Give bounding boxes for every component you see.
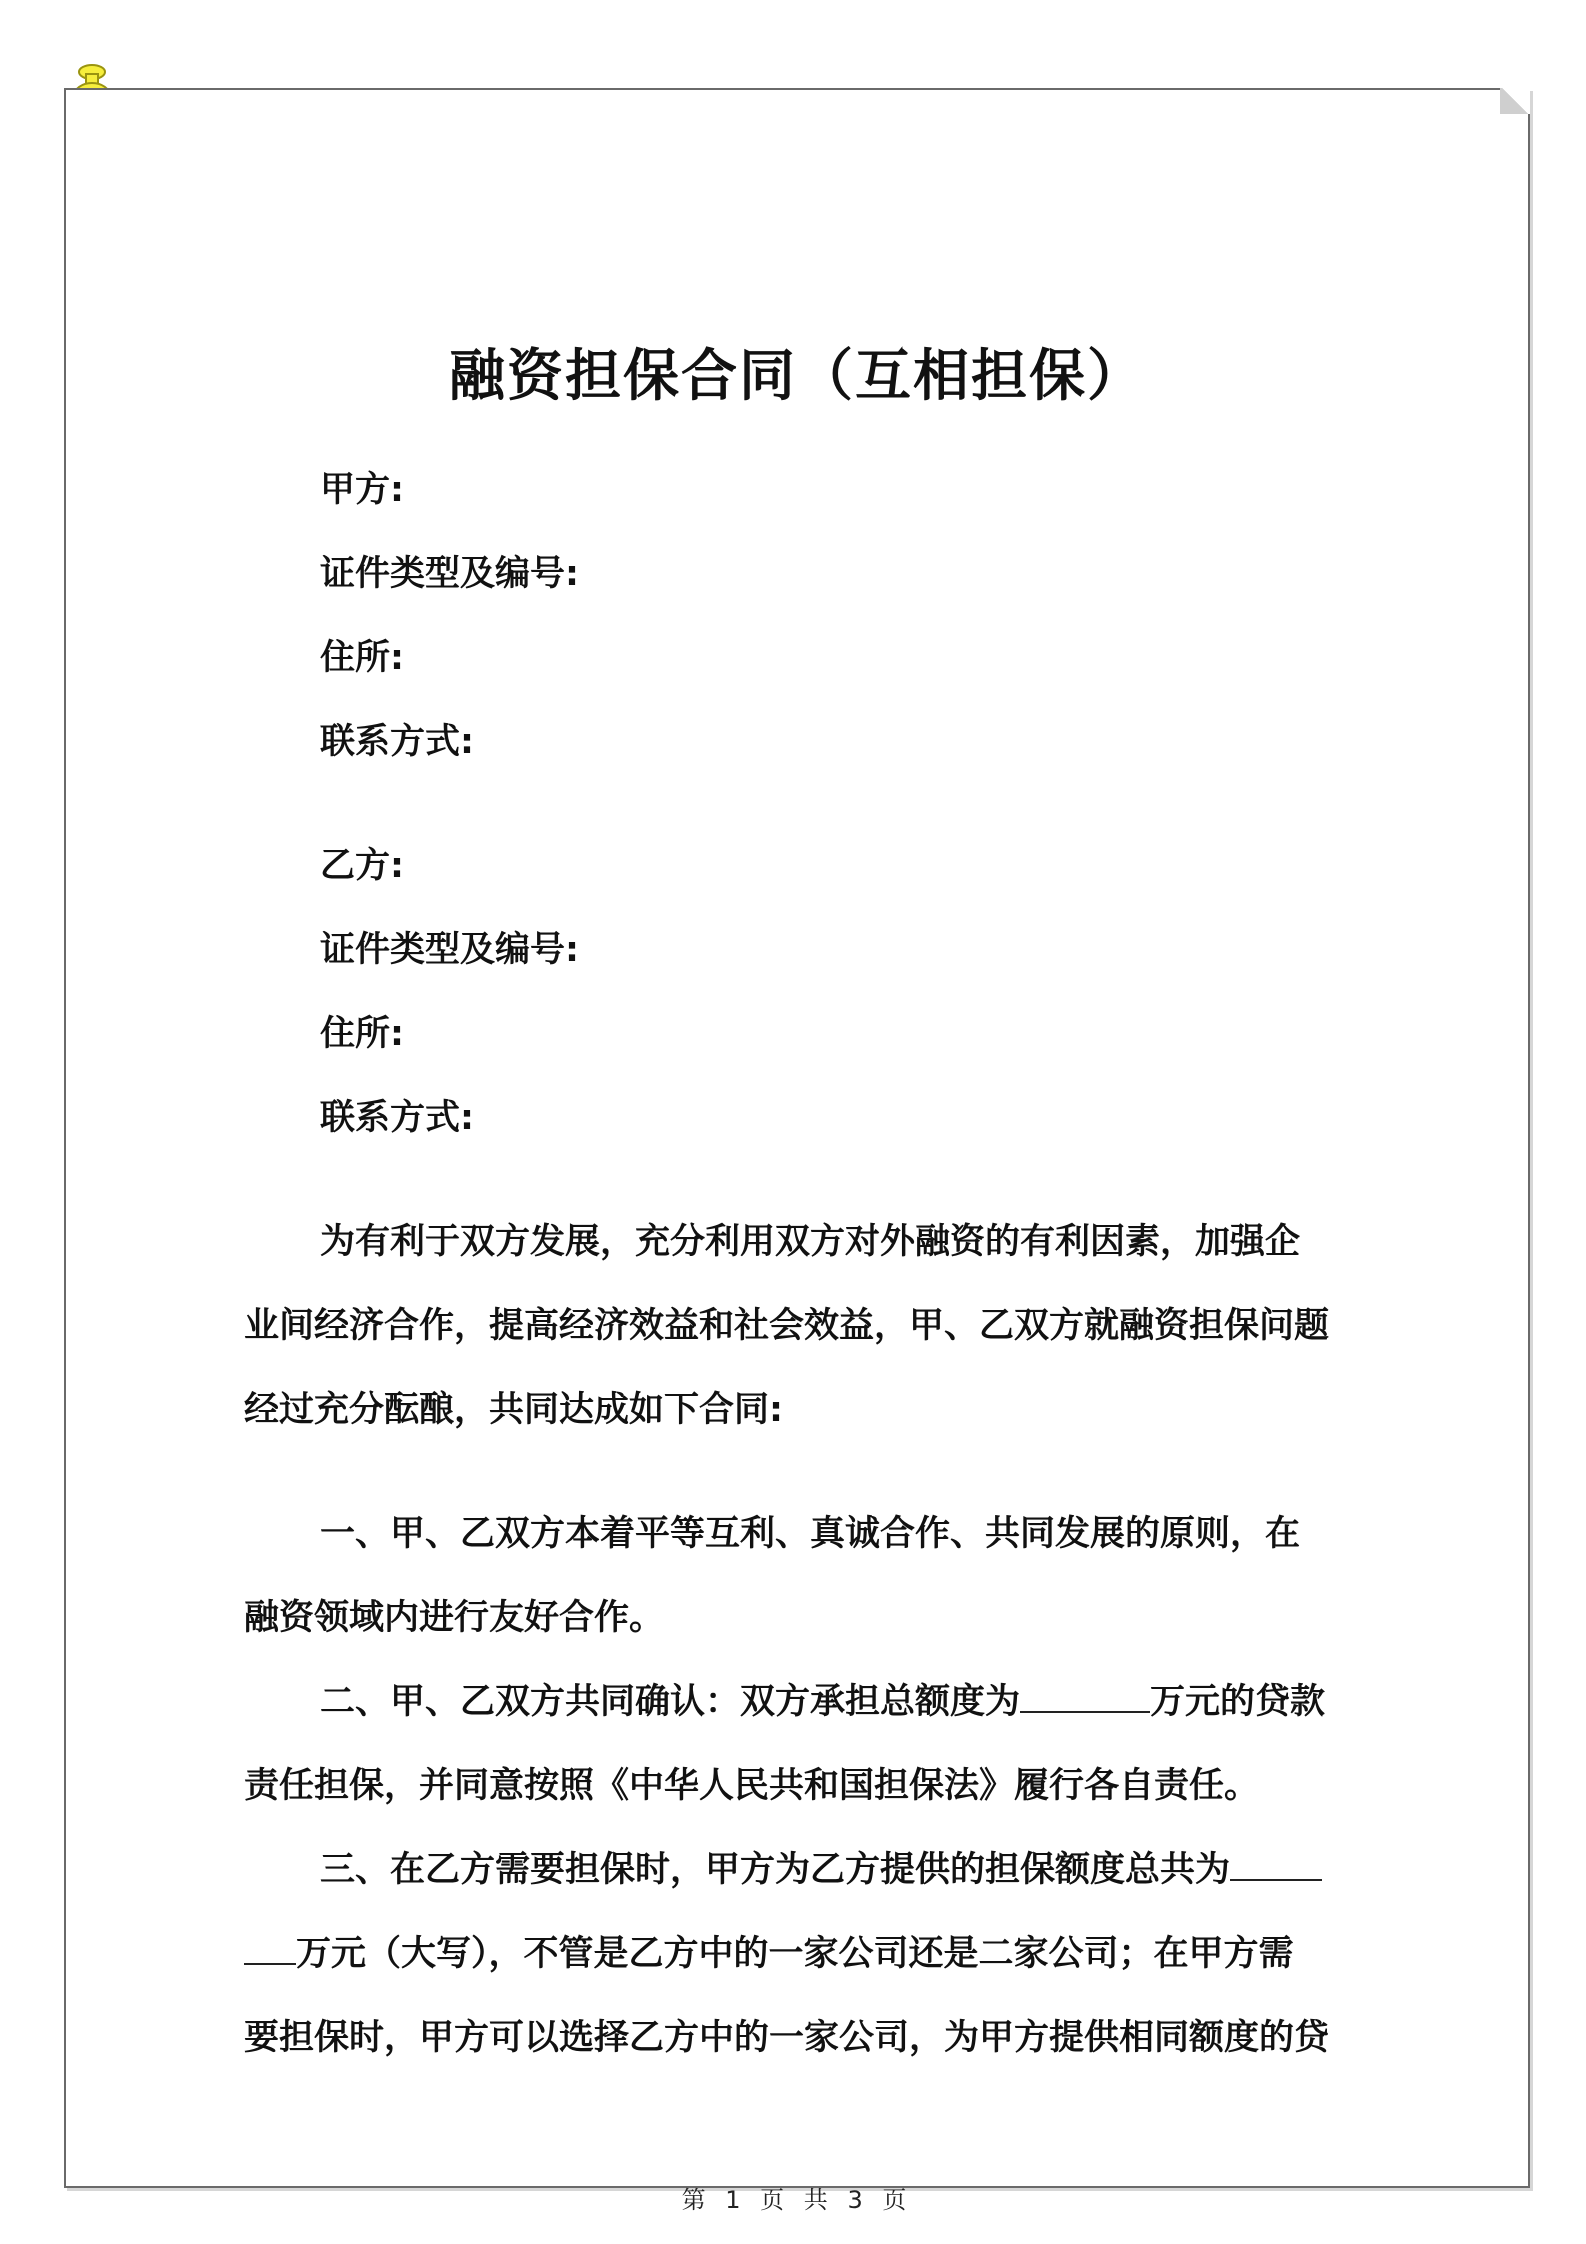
party-b-id-label: 证件类型及编号: bbox=[320, 930, 579, 970]
amount-blank[interactable] bbox=[1020, 1681, 1150, 1713]
clause2-text-before: 二、甲、乙双方共同确认：双方承担总额度为 bbox=[320, 1682, 1021, 1722]
guarantee-amount-blank-2[interactable] bbox=[244, 1933, 296, 1965]
clause1-line-2: 融资领域内进行友好合作。 bbox=[244, 1598, 665, 1638]
preamble-line-3: 经过充分酝酿，共同达成如下合同: bbox=[244, 1390, 783, 1430]
page-footer: 第 1 页 共 3 页 bbox=[681, 2186, 913, 2214]
party-a-name-label: 甲方: bbox=[320, 470, 404, 510]
clause3-text-2: 万元（大写），不管是乙方中的一家公司还是二家公司；在甲方需 bbox=[296, 1934, 1294, 1974]
clause3-text-1: 三、在乙方需要担保时，甲方为乙方提供的担保额度总共为 bbox=[320, 1850, 1231, 1890]
document-page bbox=[64, 88, 1530, 2214]
guarantee-amount-blank-1[interactable] bbox=[1230, 1849, 1322, 1881]
party-a-address-label: 住所: bbox=[320, 638, 404, 678]
party-a-contact-label: 联系方式: bbox=[320, 722, 474, 762]
party-b-name-label: 乙方: bbox=[320, 846, 404, 886]
document-content bbox=[66, 90, 1528, 2214]
preamble-line-1: 为有利于双方发展，充分利用双方对外融资的有利因素，加强企 bbox=[320, 1222, 1301, 1262]
clause3-line-3: 要担保时，甲方可以选择乙方中的一家公司，为甲方提供相同额度的贷 bbox=[244, 2018, 1330, 2058]
clause3-line-1 bbox=[320, 1842, 1322, 1892]
clause2-line-2: 责任担保，并同意按照《中华人民共和国担保法》履行各自责任。 bbox=[244, 1766, 1260, 1806]
party-b-contact-label: 联系方式: bbox=[320, 1098, 474, 1138]
clause2-text-after: 万元的贷款 bbox=[1150, 1682, 1326, 1722]
clause3-line-2 bbox=[244, 1926, 1294, 1976]
preamble-line-2: 业间经济合作，提高经济效益和社会效益，甲、乙双方就融资担保问题 bbox=[244, 1306, 1330, 1346]
clause2-line-1 bbox=[320, 1674, 1325, 1724]
party-b-address-label: 住所: bbox=[320, 1014, 404, 1054]
document-title: 融资担保合同（互相担保） bbox=[449, 344, 1145, 409]
clause1-line-1: 一、甲、乙双方本着平等互利、真诚合作、共同发展的原则，在 bbox=[320, 1514, 1301, 1554]
party-a-id-label: 证件类型及编号: bbox=[320, 554, 579, 594]
